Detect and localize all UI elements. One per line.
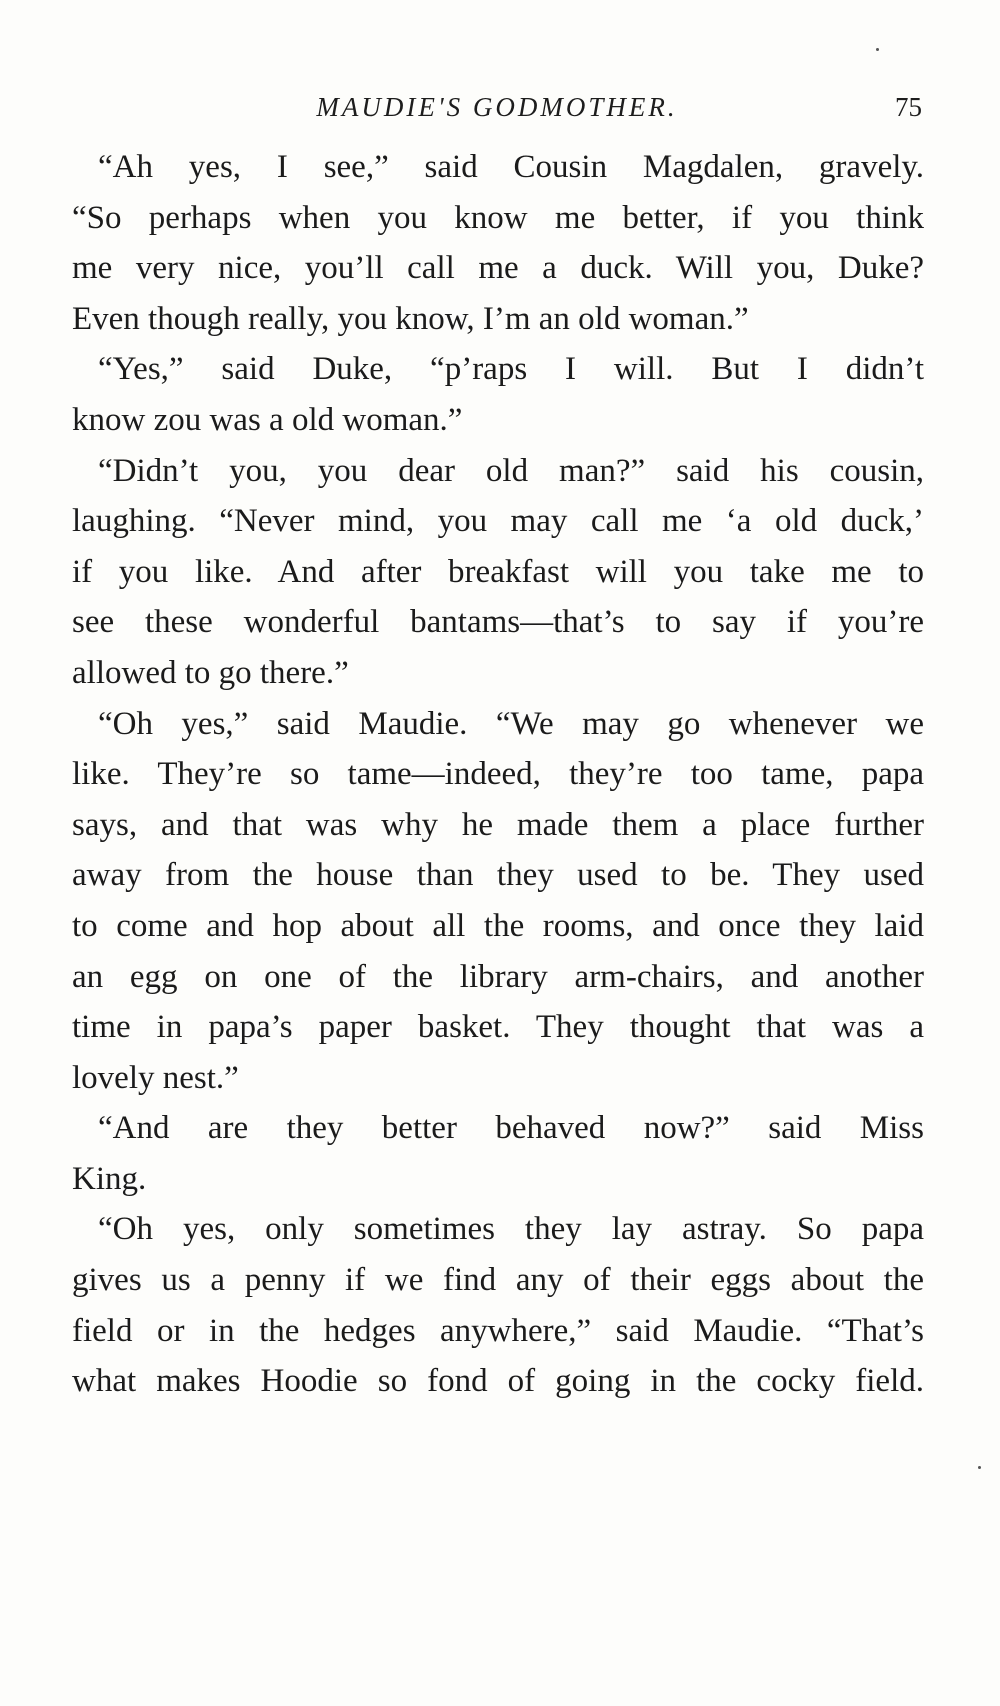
text-line: an egg on one of the library arm-chairs, and another: [72, 958, 924, 995]
text-line: “Oh yes,” said Maudie. “We may go whenever we: [98, 705, 924, 742]
text-line: laughing. “Never mind, you may call me ‘a old duck,’: [72, 503, 924, 540]
running-title: MAUDIE'S GODMOTHER.: [316, 92, 678, 122]
text-line: “So perhaps when you know me better, if you think: [72, 199, 924, 236]
text-line: see these wonderful bantams—that’s to say if you’re: [72, 604, 924, 641]
text-line: lovely nest.”: [72, 1059, 239, 1096]
text-line: Even though really, you know, I’m an old woman.”: [72, 300, 749, 337]
text-line: “Oh yes, only sometimes they lay astray. So papa: [98, 1211, 924, 1248]
text-line: King.: [72, 1160, 147, 1197]
text-line: me very nice, you’ll call me a duck. Will you, Duke?: [72, 250, 924, 287]
text-line: know zou was a old woman.”: [72, 401, 463, 438]
text-line: field or in the hedges anywhere,” said Maudie. “That’s: [72, 1312, 924, 1349]
text-line: to come and hop about all the rooms, and once they laid: [72, 907, 924, 944]
text-line: like. They’re so tame—indeed, they’re too tame, papa: [72, 756, 924, 793]
text-line: time in papa’s paper basket. They thought that was a: [72, 1009, 924, 1046]
ink-speck: [978, 1466, 981, 1469]
body-text: [72, 142, 924, 1407]
text-line: “Ah yes, I see,” said Cousin Magdalen, gravely.: [98, 149, 924, 185]
text-line: “And are they better behaved now?” said Miss: [98, 1110, 924, 1147]
ink-speck: [876, 48, 879, 51]
text-line: what makes Hoodie so fond of going in the cocky field.: [72, 1363, 924, 1400]
text-line: gives us a penny if we find any of their eggs about the: [72, 1262, 924, 1299]
page-number: 75: [895, 92, 922, 122]
text-line: allowed to go there.”: [72, 654, 349, 691]
text-line: says, and that was why he made them a place further: [72, 806, 924, 843]
text-line: “Yes,” said Duke, “p’raps I will. But I didn’t: [98, 351, 924, 388]
text-line: “Didn’t you, you dear old man?” said his cousin,: [98, 452, 924, 489]
text-line: away from the house than they used to be. They used: [72, 857, 924, 894]
text-line: if you like. And after breakfast will you take me to: [72, 553, 924, 590]
page-header: [72, 88, 922, 128]
